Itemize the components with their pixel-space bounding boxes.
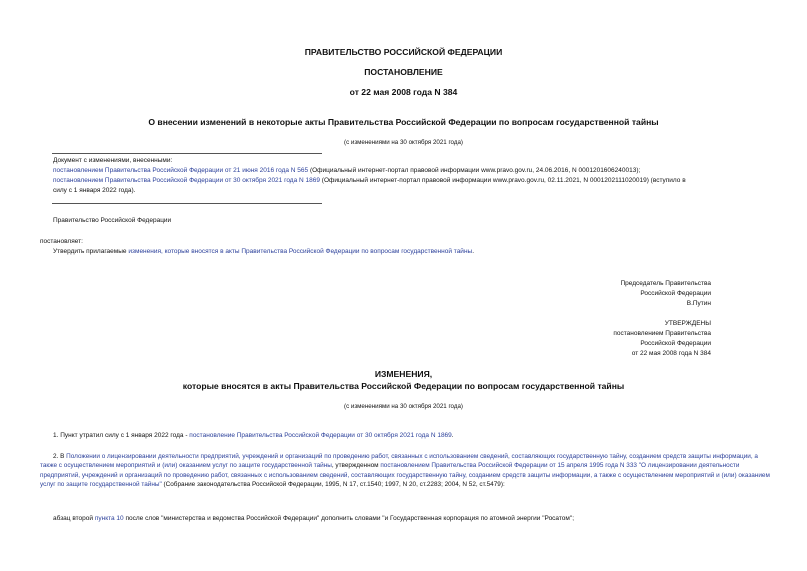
approve-paragraph: Утвердить прилагаемые изменения, которые вносятся в акты Правительства Российской Федерации по вопросам государственной тайны. — [53, 248, 475, 255]
government-heading: ПРАВИТЕЛЬСТВО РОССИЙСКОЙ ФЕДЕРАЦИИ — [304, 47, 503, 57]
signature-title-2: Российской Федерации — [640, 290, 711, 297]
approved-label: УТВЕРЖДЕНЫ — [664, 320, 711, 327]
change-link-1869[interactable]: постановлением Правительства Российской Федерации от 30 октября 2021 года N 1869 — [53, 177, 320, 184]
item-3-clause-link[interactable]: пункта 10 — [94, 515, 124, 522]
change-item-2-continuation: силу с 1 января 2022 года). — [53, 187, 136, 194]
divider-top — [52, 153, 322, 154]
revision-note: (с изменениями на 30 октября 2021 года) — [344, 139, 463, 146]
item-2-resolution-link-333[interactable]: постановлением Правительства Российской Федерации от 15 апреля 1995 года N 333 "О лицензировании деятельности предприятий, учреждений и организаций по проведению работ, связанных с использованием сведений, составляющих государственную тайну, созданием средств защиты информации, а также с осуществлением мероприятий и (или) оказанием услуг по защите государственной тайны" — [40, 462, 770, 489]
resolves-label: постановляет: — [40, 238, 83, 245]
item-2: 2. В Положении о лицензировании деятельности предприятий, учреждений и организаций по проведению работ, связанных с использованием сведений, составляющих государственную тайну, созданием средств защиты информации, а также с осуществлением мероприятий и (или) оказанием услуг по защите государственной тайны, утвержденном постановлением Правительства Российской Федерации от 15 апреля 1995 года N 333 "О лицензировании деятельности предприятий, учреждений и организаций по проведению работ, связанных с использованием сведений, составляющих государственную тайну, созданием средств защиты информации, а также с осуществлением мероприятий и (или) оказанием услуг по защите государственной тайны" (Собрание законодательства Российской Федерации, 1995, N 17, ст.1540; 1997, N 20, ст.2283; 2004, N 52, ст.5479): — [40, 453, 770, 489]
approved-org: Российской Федерации — [640, 340, 711, 347]
changes-heading: ИЗМЕНЕНИЯ, — [374, 369, 433, 379]
changes-intro: Документ с изменениями, внесенными: — [53, 157, 173, 164]
government-line: Правительство Российской Федерации — [53, 217, 172, 224]
document-title: О внесении изменений в некоторые акты Правительства Российской Федерации по вопросам государственной тайны — [148, 117, 659, 127]
item-1-link-1869[interactable]: постановление Правительства Российской Федерации от 30 октября 2021 года N 1869 — [189, 432, 452, 439]
signature-name: В.Путин — [686, 300, 711, 307]
divider-bottom — [52, 203, 322, 204]
changes-revision-note: (с изменениями на 30 октября 2021 года) — [344, 403, 463, 410]
item-2-regulation-link[interactable]: Положении о лицензировании деятельности предприятий, учреждений и организаций по проведению работ, связанных с использованием сведений, составляющих государственную тайну, созданием средств защиты информации, а также с осуществлением мероприятий и (или) оказанием услуг по защите государственной тайны — [40, 453, 758, 470]
item-3: абзац второй пункта 10 после слов "министерства и ведомства Российской Федерации" дополнить словами "и Государственная корпорация по атомной энергии "Росатом"; — [53, 515, 575, 522]
approved-date: от 22 мая 2008 года N 384 — [631, 350, 711, 357]
changes-link[interactable]: изменения, которые вносятся в акты Правительства Российской Федерации по вопросам государственной тайны — [128, 248, 473, 255]
change-link-565[interactable]: постановлением Правительства Российской Федерации от 21 июня 2016 года N 565 — [53, 167, 309, 174]
changes-subheading: которые вносятся в акты Правительства Российской Федерации по вопросам государственной тайны — [182, 381, 625, 391]
change-item-2: постановлением Правительства Российской Федерации от 30 октября 2021 года N 1869 (Официальный интернет-портал правовой информации www.pravo.gov.ru, 02.11.2021, N 0001202111020019) (вступило в — [53, 177, 686, 184]
signature-title-1: Председатель Правительства — [620, 280, 711, 287]
approved-by: постановлением Правительства — [613, 330, 711, 337]
item-1: 1. Пункт утратил силу с 1 января 2022 года - постановление Правительства Российской Федерации от 30 октября 2021 года N 1869. — [53, 432, 454, 439]
document-date-number: от 22 мая 2008 года N 384 — [349, 87, 458, 97]
change-item-1: постановлением Правительства Российской Федерации от 21 июня 2016 года N 565 (Официальный интернет-портал правовой информации www.pravo.gov.ru, 24.06.2016, N 0001201606240013); — [53, 167, 641, 174]
document-type: ПОСТАНОВЛЕНИЕ — [364, 67, 443, 77]
